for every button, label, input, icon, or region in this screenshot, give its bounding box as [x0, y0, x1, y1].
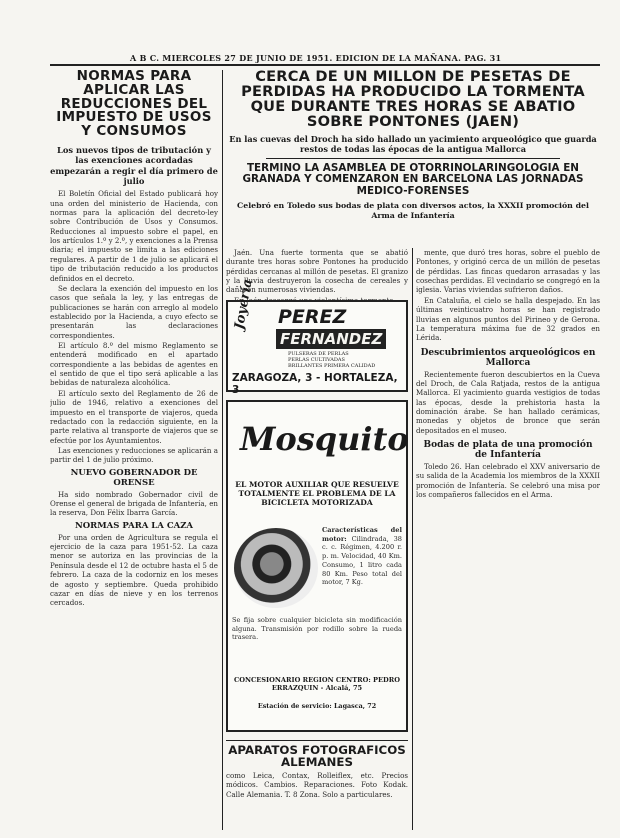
mosquito-logo: Mosquito	[240, 420, 409, 458]
left-paragraph: Las exenciones y reducciones se aplicarán a partir del 1 de julio próximo.	[50, 445, 218, 465]
column-rule	[222, 70, 223, 830]
right-paragraph: Toledo 26. Han celebrado el XXV aniversario de su salida de la Academia los miembros de la XXXII promoción de Infantería. Se celebró una misa por los compañeros fallecidos en el Arma.	[416, 462, 600, 500]
header-rule	[50, 64, 600, 66]
left-column	[50, 70, 218, 830]
main-subhead: En las cuevas del Droch ha sido hallado un yacimiento arqueológico que guarda restos de todas las épocas de la antigua Mallorca	[229, 133, 597, 154]
mosquito-body: Se fija sobre cualquier bicicleta sin modificación alguna. Transmisión por rodillo sobre la rueda trasera.	[232, 616, 402, 642]
left-paragraph: Ha sido nombrado Gobernador civil de Orense el general de brigada de Infantería, en la reserva, Don Félix Ibarra García.	[50, 489, 218, 518]
section-heading: NUEVO GOBERNADOR DE ORENSE	[70, 467, 198, 488]
joyeria-name-1: PEREZ	[278, 306, 347, 328]
joyeria-tag: PULSERAS DE PERLAS	[288, 351, 349, 357]
left-paragraph: Por una orden de Agricultura se regula el ejercicio de la caza para 1951-52. La caza menor se autoriza en las provincias de la Península desde el 12 de octubre hasta el 5 de febrero. La caza de la codorniz en los meses de agosto y septiembre. Queda prohibido cazar en días de nieve y en los terrenos cercados.	[50, 532, 218, 608]
foto-body: como Leica, Contax, Rolleiflex, etc. Precios módicos. Cambios. Reparaciones. Foto Kodak. Calle Alemania. T. 8 Zona. Solo a particulares.	[226, 771, 408, 799]
left-subhead: Los nuevos tipos de tributación y las exenciones acordadas empezarán a regir el día primero de julio	[50, 144, 218, 186]
joyeria-name-2: FERNANDEZ	[276, 329, 386, 349]
section-heading: NORMAS PARA LA CAZA	[74, 520, 194, 531]
mid-paragraph: Jaén. Una fuerte tormenta que se abatió durante tres horas sobre Pontones ha producido pérdidas cercanas al millón de pesetas. El granizo y la lluvia destruyeron la cosecha de cereales y dañaron numerosas viviendas.	[226, 248, 408, 295]
third-subhead: Celebró en Toledo sus bodas de plata con diversos actos, la XXXII promoción del Arma de Infantería	[237, 201, 589, 220]
column-rule	[412, 248, 413, 830]
right-paragraph: mente, que duró tres horas, sobre el pueblo de Pontones, y originó cerca de un millón de pesetas de pérdidas. Las fincas quedaron arrasadas y las cosechas perdidas. El vecindario se congregó en la iglesia. Varias viviendas sufrieron daños.	[416, 248, 600, 295]
main-headline: CERCA DE UN MILLON DE PESETAS DE PERDIDAS HA PRODUCIDO LA TORMENTA QUE DURANTE TRES HORAS SE ABATIO SOBRE PONTONES (JAEN)	[241, 70, 585, 130]
left-paragraph: El artículo 8.º del mismo Reglamento se entenderá modificado en el apartado correspondiente a las bebidas de agentes en el sentido de que el tipo será aplicable a las bebidas de naturaleza alcohólica.	[50, 341, 218, 388]
joyeria-address: ZARAGOZA, 3 - HORTALEZA, 3	[232, 372, 398, 396]
joyeria-logo: Joyería	[232, 277, 256, 331]
left-paragraph: Se declara la exención del impuesto en los casos que señala la ley, y las entregas de publicaciones se harán con arreglo al modelo establecido por la Hacienda, a cuyo efecto se presentarán las declaraciones correspondientes.	[50, 283, 218, 340]
foto-ad	[226, 740, 408, 830]
right-paragraph: Recientemente fueron descubiertos en la Cueva del Droch, de Cala Ratjada, restos de la antigua Mallorca. El yacimiento guarda vestigios de todas las épocas, desde la prehistoria hasta la dominación árabe. Se han hallado cerámicas, monedas y objetos de bronce que serán depositados en el museo.	[416, 369, 600, 435]
motor-image	[234, 528, 318, 608]
joyeria-tag: BRILLANTES PRIMERA CALIDAD	[288, 363, 376, 369]
main-story-head	[226, 70, 600, 246]
right-paragraph: En Cataluña, el cielo se halla despejado. En las últimas veinticuatro horas se han registrado lluvias en algunos puntos del Pirineo y de Gerona. La temperatura máxima fue de 32 grados en Lérida.	[416, 295, 600, 343]
mosquito-service: Estación de servicio: Lagasca, 72	[257, 702, 377, 710]
mosquito-dealer: CONCESIONARIO REGION CENTRO: PEDRO ERRAZQUIN - Alcalá, 75	[233, 676, 400, 692]
left-paragraph: El Boletín Oficial del Estado publicará hoy una orden del ministerio de Hacienda, con normas para la aplicación del decreto-ley sobre Contribución de Usos y Consumos. Reducciones al impuesto sobre el papel, en los artículos 1.º y 2.º, y exenciones a la Prensa diaria; el impuesto se limita a las ediciones regulares. A partir de 1 de julio se aplicará el tipo de tributación reducido a los productos definidos en el decreto.	[50, 189, 218, 283]
left-paragraph: El artículo sexto del Reglamento de 26 de julio de 1946, relativo a exenciones del impuesto en el transporte de viajeros, queda redactado con la redacción siguiente, en la parte relativa al transporte de viajeros que se efectúe por los Ayuntamientos.	[50, 388, 218, 445]
mosquito-headline: EL MOTOR AUXILIAR QUE RESUELVE TOTALMENTE EL PROBLEMA DE LA BICICLETA MOTORIZADA	[235, 480, 399, 508]
left-body	[50, 189, 218, 464]
joyeria-ad	[226, 277, 408, 396]
mosquito-ad	[226, 400, 408, 732]
second-headline: TERMINO LA ASAMBLEA DE OTORRINOLARINGOLOGIA EN GRANADA Y COMENZARON EN BARCELONA LAS JORNADAS MEDICO-FORENSES	[242, 161, 584, 197]
running-head: A B C. MIERCOLES 27 DE JUNIO DE 1951. EDICION DE LA MAÑANA. PAG. 31	[130, 53, 502, 63]
mosquito-specs: Características del motor: Cilindrada, 38 c. c. Régimen, 4.200 r. p. m. Velocidad, 40 Km. Consumo, 1 litro cada 80 Km. Peso total del motor, 7 Kg.	[322, 526, 402, 587]
section-heading: Bodas de plata de una promoción de Infantería	[423, 440, 593, 461]
left-headline: NORMAS PARA APLICAR LAS REDUCCIONES DEL IMPUESTO DE USOS Y CONSUMOS	[56, 70, 212, 140]
joyeria-tag: PERLAS CULTIVADAS	[288, 357, 345, 363]
foto-headline: APARATOS FOTOGRAFICOS ALEMANES	[228, 743, 406, 770]
section-heading: Descubrimientos arqueológicos en Mallorca	[420, 347, 596, 368]
right-column	[416, 248, 600, 830]
